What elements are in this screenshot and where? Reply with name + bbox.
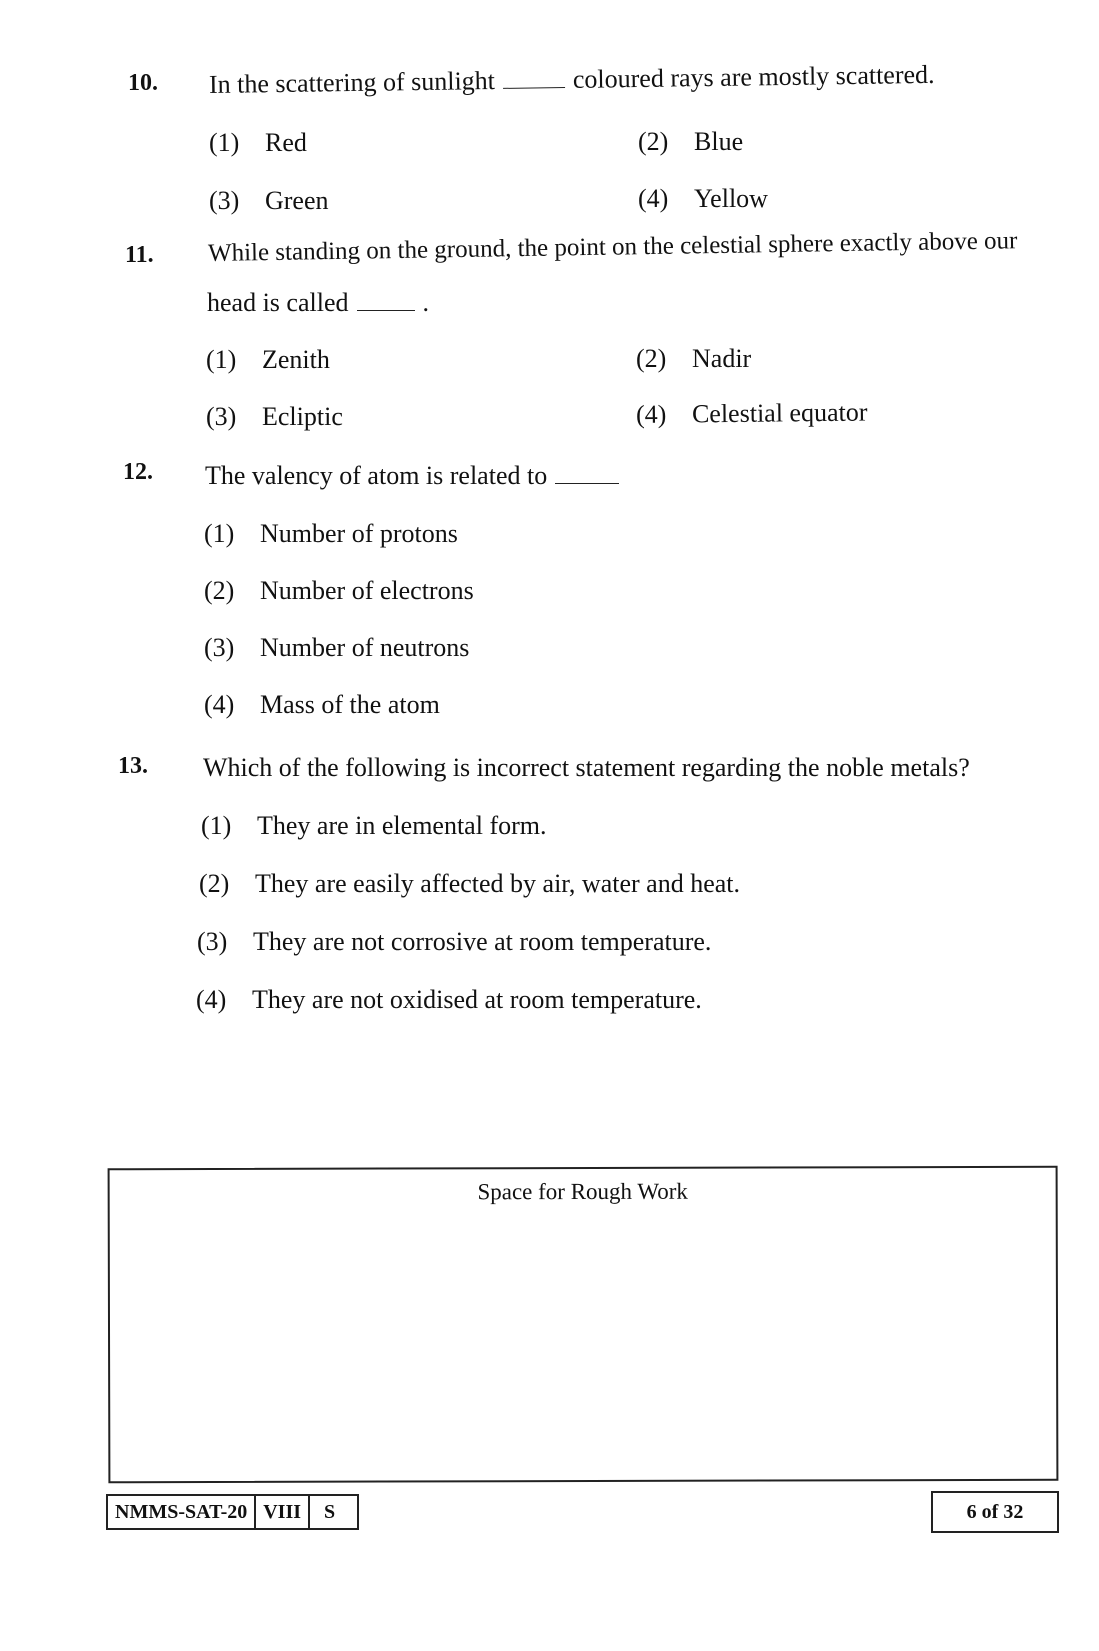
option-text: They are not oxidised at room temperature. (252, 985, 702, 1014)
question-text-part: head is called (207, 288, 349, 317)
question-text-line-2 (207, 288, 429, 318)
option-1 (201, 811, 546, 841)
option-4 (636, 398, 868, 430)
rough-work-title: Space for Rough Work (477, 1178, 688, 1205)
question-text-part: coloured rays are mostly scattered. (572, 59, 935, 94)
option-number: (1) (206, 345, 237, 374)
class-label: VIII (256, 1496, 310, 1528)
option-text: Zenith (262, 345, 330, 374)
option-2 (199, 869, 740, 899)
option-2 (204, 576, 474, 606)
page-number-box (931, 1491, 1059, 1533)
option-4 (204, 690, 440, 720)
question-text-part: . (422, 288, 429, 317)
option-number: (3) (206, 402, 237, 431)
option-4 (196, 985, 702, 1015)
answer-blank (555, 483, 619, 484)
option-2 (636, 344, 751, 374)
option-text: Number of neutrons (260, 633, 470, 662)
option-text: Yellow (694, 184, 768, 213)
option-text: Number of protons (260, 519, 458, 548)
option-text: Mass of the atom (260, 690, 440, 719)
option-1 (204, 519, 458, 549)
option-4 (638, 184, 768, 214)
exam-code: NMMS-SAT-20 (108, 1496, 256, 1528)
question-text: Which of the following is incorrect statement regarding the noble metals? (203, 753, 970, 782)
option-3 (204, 633, 469, 663)
question-text (209, 60, 935, 100)
question-text (205, 461, 627, 491)
exam-code-box (106, 1494, 359, 1530)
option-number: (1) (204, 519, 235, 548)
option-text: Nadir (692, 344, 752, 373)
option-number: (3) (197, 927, 228, 956)
question-number: 11. (125, 242, 154, 268)
option-text: They are not corrosive at room temperature. (253, 927, 712, 956)
option-number: (4) (638, 184, 669, 213)
option-text: They are easily affected by air, water and heat. (255, 869, 740, 898)
option-1 (206, 345, 330, 375)
option-number: (2) (199, 869, 230, 898)
option-3 (209, 186, 329, 216)
option-text: They are in elemental form. (257, 811, 547, 840)
option-3 (197, 927, 711, 957)
question-number: 10. (128, 70, 158, 96)
option-number: (3) (204, 633, 235, 662)
option-text: Ecliptic (262, 402, 343, 431)
version-label: S (324, 1501, 336, 1523)
option-number: (3) (209, 186, 240, 215)
rough-work-box (108, 1166, 1059, 1483)
question-text-part: The valency of atom is related to (205, 461, 548, 490)
option-number: (4) (635, 399, 667, 429)
option-text: Blue (694, 127, 744, 156)
option-number: (4) (196, 985, 227, 1014)
answer-blank (503, 87, 565, 89)
option-number: (2) (636, 344, 667, 373)
option-text: Number of electrons (260, 576, 474, 605)
option-1 (209, 128, 307, 158)
option-text: Green (265, 186, 329, 215)
option-number: (1) (209, 128, 240, 157)
option-3 (206, 402, 343, 432)
option-2 (638, 127, 743, 157)
option-number: (2) (638, 127, 669, 156)
question-text-line-1: While standing on the ground, the point on the celestial sphere exactly above our (207, 227, 1018, 267)
option-number: (4) (204, 690, 235, 719)
answer-blank (357, 310, 415, 311)
page-number: 6 of 32 (966, 1501, 1024, 1523)
option-number: (2) (204, 576, 235, 605)
question-number: 13. (118, 753, 148, 779)
question-text-part: In the scattering of sunlight (208, 66, 496, 99)
option-number: (1) (201, 811, 232, 840)
option-text: Red (265, 128, 307, 157)
question-number: 12. (123, 459, 153, 485)
option-text: Celestial equator (691, 397, 868, 429)
